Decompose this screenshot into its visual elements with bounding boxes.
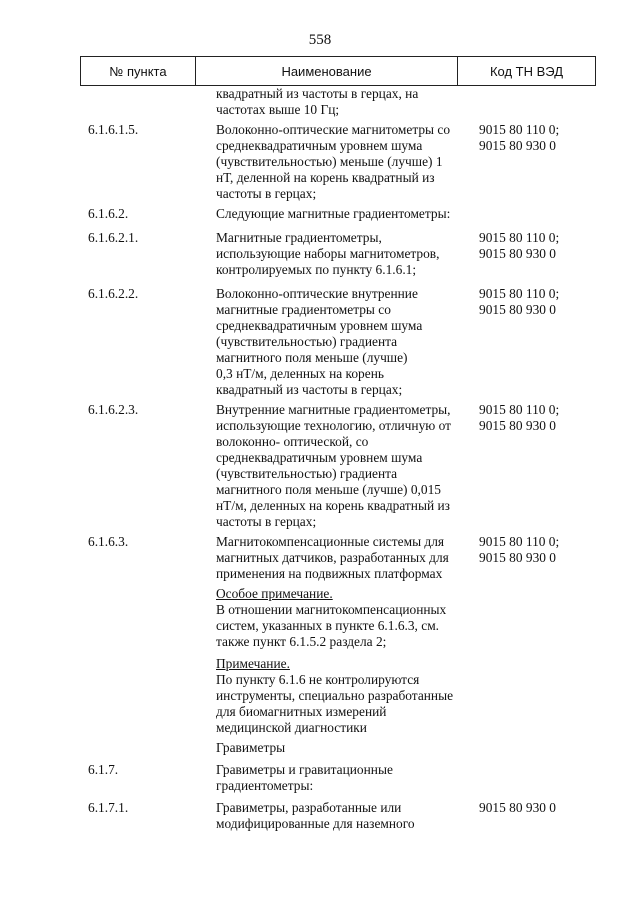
item-name-line: магнитного поля меньше (лучше) <box>216 350 408 365</box>
column-header-number: № пункта <box>81 57 196 86</box>
column-header-code: Код ТН ВЭД <box>458 57 596 86</box>
item-number: 6.1.6.2.2. <box>88 286 139 301</box>
item-name-line: систем, указанных в пункте 6.1.6.3, см. <box>216 618 440 633</box>
item-name-line: квадратный из частоты в герцах, на <box>216 86 419 101</box>
note-heading: Примечание. <box>216 656 290 671</box>
item-name-line: магнитные градиентометры со <box>216 302 391 317</box>
item-number: 6.1.6.2.1. <box>88 230 139 245</box>
item-code-line: 9015 80 110 0; <box>479 534 560 549</box>
item-name-line: волоконно- оптической, со <box>216 434 369 449</box>
item-name <box>216 534 471 582</box>
item-name-line: частотах выше 10 Гц; <box>216 102 340 117</box>
item-name-line: магнитного поля меньше (лучше) 0,015 <box>216 482 441 497</box>
item-name <box>216 740 471 756</box>
item-name <box>216 286 471 398</box>
item-code-line: 9015 80 930 0 <box>479 246 556 261</box>
item-name-line: Волоконно-оптические магнитометры со <box>216 122 451 137</box>
item-code-line: 9015 80 110 0; <box>479 230 560 245</box>
item-number: 6.1.6.3. <box>88 534 129 549</box>
item-code-line: 9015 80 930 0 <box>479 800 556 815</box>
item-name-line: По пункту 6.1.6 не контролируются <box>216 672 420 687</box>
item-name-line: среднеквадратичным уровнем шума <box>216 318 423 333</box>
item-code-line: 9015 80 930 0 <box>479 138 556 153</box>
item-name-line: частоты в герцах; <box>216 514 317 529</box>
item-code <box>479 800 599 816</box>
item-name-line: контролируемых по пункту 6.1.6.1; <box>216 262 417 277</box>
item-name-line: нТ/м, деленных на корень квадратный из <box>216 498 450 513</box>
item-name-line: градиентометры: <box>216 778 314 793</box>
item-code-line: 9015 80 930 0 <box>479 302 556 317</box>
item-name-line: Гравиметры <box>216 740 286 755</box>
item-name <box>216 800 471 832</box>
item-code-line: 9015 80 930 0 <box>479 418 556 433</box>
item-name-line: модифицированные для наземного <box>216 816 415 831</box>
item-code <box>479 230 599 262</box>
item-name-line: (чувствительностью) градиента <box>216 466 398 481</box>
item-name <box>216 656 471 736</box>
item-name-line: Гравиметры, разработанные или <box>216 800 402 815</box>
item-name-line: среднеквадратичным уровнем шума <box>216 138 423 153</box>
item-name-line: нТ, деленной на корень квадратный из <box>216 170 435 185</box>
item-name <box>216 402 471 530</box>
item-name-line: частоты в герцах; <box>216 186 317 201</box>
item-name-line: Следующие магнитные градиентометры: <box>216 206 451 221</box>
item-name <box>216 206 471 222</box>
page-number: 558 <box>308 32 332 48</box>
item-name-line: магнитных датчиков, разработанных для <box>216 550 449 565</box>
item-number: 6.1.7.1. <box>88 800 129 815</box>
item-code <box>479 286 599 318</box>
item-name-line: применения на подвижных платформах <box>216 566 443 581</box>
item-code <box>479 122 599 154</box>
item-name-line: Гравиметры и гравитационные <box>216 762 393 777</box>
item-code-line: 9015 80 110 0; <box>479 402 560 417</box>
item-name-line: Внутренние магнитные градиентометры, <box>216 402 451 417</box>
item-name-line: также пункт 6.1.5.2 раздела 2; <box>216 634 387 649</box>
column-header-name: Наименование <box>196 57 458 86</box>
item-name-line: среднеквадратичным уровнем шума <box>216 450 423 465</box>
table-header <box>80 56 596 86</box>
item-name-line: для биомагнитных измерений <box>216 704 387 719</box>
item-name-line: (чувствительностью) градиента <box>216 334 398 349</box>
item-name-line: инструменты, специально разработанные <box>216 688 454 703</box>
item-number: 6.1.6.2.3. <box>88 402 139 417</box>
item-name-line: Магнитокомпенсационные системы для <box>216 534 445 549</box>
item-code <box>479 402 599 434</box>
item-number: 6.1.7. <box>88 762 119 777</box>
item-name <box>216 762 471 794</box>
item-code-line: 9015 80 930 0 <box>479 550 556 565</box>
item-number: 6.1.6.2. <box>88 206 129 221</box>
item-name-line: квадратный из частоты в герцах; <box>216 382 403 397</box>
item-name <box>216 230 471 278</box>
item-name-line: В отношении магнитокомпенсационных <box>216 602 447 617</box>
item-name-line: Волоконно-оптические внутренние <box>216 286 418 301</box>
item-code-line: 9015 80 110 0; <box>479 286 560 301</box>
item-name <box>216 586 471 650</box>
item-code-line: 9015 80 110 0; <box>479 122 560 137</box>
item-name-line: использующие технологию, отличную от <box>216 418 451 433</box>
item-name-line: (чувствительностью) меньше (лучше) 1 <box>216 154 443 169</box>
item-name-line: медицинской диагностики <box>216 720 367 735</box>
item-number: 6.1.6.1.5. <box>88 122 139 137</box>
item-name <box>216 122 471 202</box>
item-name-line: 0,3 нТ/м, деленных на корень <box>216 366 384 381</box>
item-code <box>479 534 599 566</box>
note-heading: Особое примечание. <box>216 586 333 601</box>
item-name <box>216 86 471 118</box>
item-name-line: Магнитные градиентометры, <box>216 230 382 245</box>
item-name-line: использующие наборы магнитометров, <box>216 246 440 261</box>
